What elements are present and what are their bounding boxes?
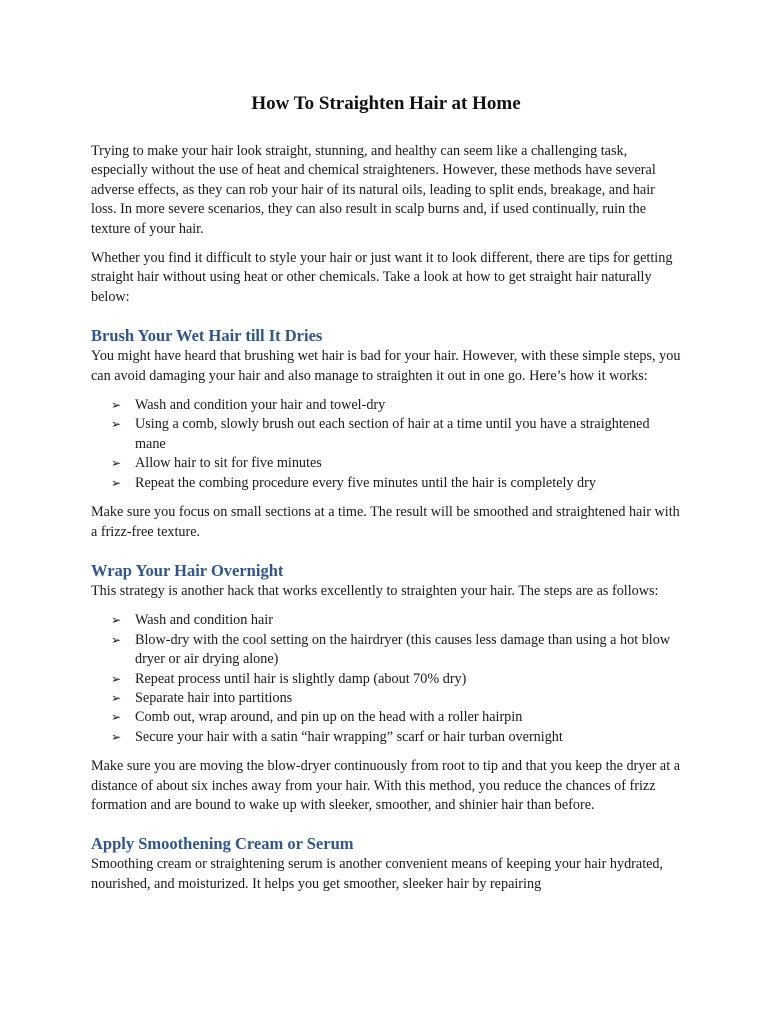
arrow-bullet-icon: ➢	[111, 456, 122, 471]
list-item: ➢ Allow hair to sit for five minutes	[135, 454, 681, 473]
section-lead-serum: Smoothing cream or straightening serum is another convenient means of keeping your hair hydrated, nourished, and moisturized. It helps you get smoother, sleeker hair by repairing	[91, 856, 664, 892]
document-title: How To Straighten Hair at Home	[251, 93, 521, 114]
arrow-bullet-icon: ➢	[111, 710, 122, 725]
list-item: ➢ Secure your hair with a satin “hair wrapping” scarf or hair turban overnight	[135, 728, 681, 747]
arrow-bullet-icon: ➢	[111, 671, 122, 686]
list-item: ➢ Repeat process until hair is slightly damp (about 70% dry)	[135, 670, 681, 689]
arrow-bullet-icon: ➢	[111, 632, 122, 647]
steps-list-wrap	[91, 611, 681, 747]
arrow-bullet-icon: ➢	[111, 613, 122, 628]
arrow-bullet-icon: ➢	[111, 398, 122, 413]
section-closing-brush: Make sure you focus on small sections at a time. The result will be smoothed and straightened hair with a frizz-free texture.	[91, 504, 680, 540]
section-lead-wrap: This strategy is another hack that works excellently to straighten your hair. The steps are as follows:	[91, 582, 659, 599]
arrow-bullet-icon: ➢	[111, 417, 122, 432]
section-closing-wrap: Make sure you are moving the blow-dryer continuously from root to tip and that you keep the dryer at a distance of about six inches away from your hair. With this method, you reduce the chances of frizz formation and are bound to wake up with sleeker, smoother, and shinier hair than before.	[91, 758, 681, 813]
arrow-bullet-icon: ➢	[111, 690, 122, 705]
list-item: ➢ Using a comb, slowly brush out each section of hair at a time until you have a straightened mane	[111, 416, 650, 452]
steps-list-brush	[91, 396, 681, 493]
intro-paragraph-1: Trying to make your hair look straight, stunning, and healthy can seem like a challenging task, especially without the use of heat and chemical straighteners. However, these methods have several adverse effects, as they can rob your hair of its natural oils, leading to split ends, breakage, and hair loss. In more severe scenarios, they can also result in scalp burns and, if used continually, ruin the texture of your hair.	[91, 143, 656, 237]
list-item: ➢ Comb out, wrap around, and pin up on the head with a roller hairpin	[135, 708, 681, 727]
list-item: ➢ Wash and condition hair	[135, 611, 681, 630]
section-heading-brush: Brush Your Wet Hair till It Dries	[91, 326, 323, 346]
intro-paragraph-2: Whether you find it difficult to style your hair or just want it to look different, there are tips for getting straight hair without using heat or other chemicals. Take a look at how to get straight hair naturally below:	[91, 250, 673, 305]
arrow-bullet-icon: ➢	[111, 475, 122, 490]
section-lead-brush: You might have heard that brushing wet hair is bad for your hair. However, with these simple steps, you can avoid damaging your hair and also manage to straighten it out in one go. Here’s how it works:	[91, 348, 681, 384]
list-item: ➢ Blow-dry with the cool setting on the hairdryer (this causes less damage than using a hot blow dryer or air drying alone)	[111, 631, 671, 668]
list-item: ➢ Wash and condition your hair and towel-dry	[135, 396, 681, 415]
document-page	[91, 92, 681, 904]
section-heading-wrap: Wrap Your Hair Overnight	[91, 560, 284, 580]
list-item: ➢ Separate hair into partitions	[135, 689, 681, 708]
section-heading-serum: Apply Smoothening Cream or Serum	[91, 834, 354, 854]
list-item: ➢ Repeat the combing procedure every five minutes until the hair is completely dry	[135, 474, 681, 493]
arrow-bullet-icon: ➢	[111, 729, 122, 744]
